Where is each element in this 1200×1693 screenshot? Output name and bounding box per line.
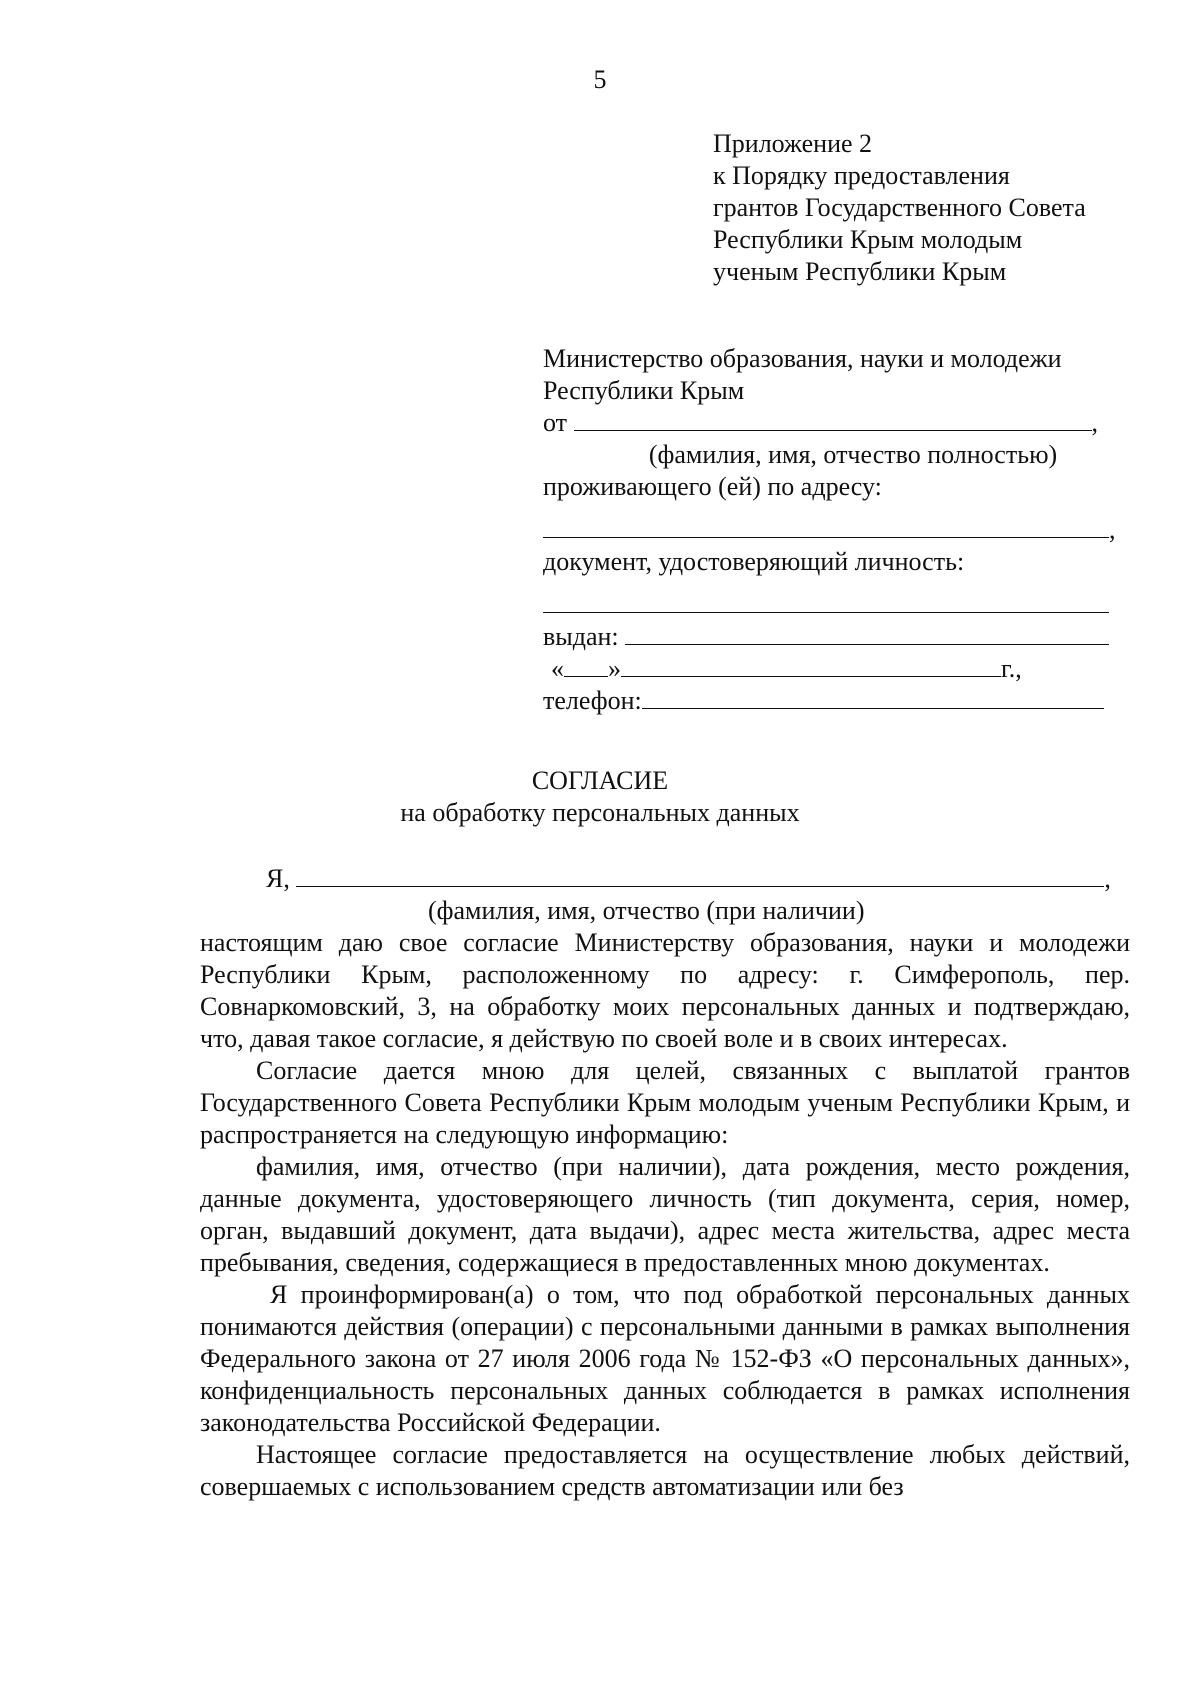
document-subtitle: на обработку персональных данных xyxy=(400,798,800,827)
id-doc-field[interactable] xyxy=(543,590,1109,613)
ministry-name: Министерство образования, науки и молодежи xyxy=(543,344,1062,373)
page-number: 5 xyxy=(593,65,607,94)
appendix-line: Республики Крым молодым xyxy=(713,225,1023,254)
comma: , xyxy=(1109,515,1116,544)
consent-paragraph: фамилия, имя, отчество (при наличии), дата рождения, место рождения, данные документа, удостоверяющего личность (тип документа, серия, номер, орган, выдавший документ, дата выдачи), адрес места жительства, адрес места пребывания, сведения, содержащиеся в предоставленных мною документах. xyxy=(200,1152,1130,1277)
name-note: (фамилия, имя, отчество полностью) xyxy=(648,440,1058,469)
appendix-line: ученым Республики Крым xyxy=(713,257,1007,286)
appendix-block xyxy=(713,128,1086,288)
issued-field[interactable] xyxy=(625,622,1109,645)
consent-paragraph: Согласие дается мною для целей, связанных с выплатой грантов Государственного Совета Республики Крым молодым ученым Республики Крым, и распространяется на следующую информацию: xyxy=(200,1056,1130,1149)
declarant-name-field[interactable] xyxy=(296,864,1104,887)
appendix-line: к Порядку предоставления xyxy=(713,161,1010,190)
comma: , xyxy=(1104,864,1111,893)
from-label: от xyxy=(543,408,568,437)
date-close-quote: » xyxy=(608,654,621,683)
residence-label: проживающего (ей) по адресу: xyxy=(543,472,882,501)
date-open-quote: « xyxy=(551,654,564,683)
phone-line xyxy=(543,685,1123,717)
id-doc-label: документ, удостоверяющий личность: xyxy=(543,547,965,576)
year-suffix: г., xyxy=(1001,654,1022,683)
declarant-name-note: (фамилия, имя, отчество (при наличии) xyxy=(428,896,865,925)
from-name-field[interactable] xyxy=(574,408,1092,431)
issued-label: выдан: xyxy=(543,622,619,651)
address-line xyxy=(543,514,1123,546)
appendix-line: грантов Государственного Совета xyxy=(713,193,1086,222)
document-heading xyxy=(0,765,1200,829)
comma: , xyxy=(1091,408,1099,437)
declarant-line xyxy=(266,863,1111,895)
phone-field[interactable] xyxy=(642,686,1104,709)
addressee-block xyxy=(543,343,1123,717)
id-doc-line xyxy=(543,589,1123,621)
consent-paragraph: настоящим даю свое согласие Министерству образования, науки и молодежи Республики Крым, расположенному по адресу: г. Симферополь, пер. Совнаркомовский, 3, на обработку моих персональных данных и подтверждаю, что, давая такое согласие, я действую по своей воле и в своих интересах. xyxy=(200,928,1130,1053)
declarant-prefix: Я, xyxy=(266,864,290,893)
ministry-region: Республики Крым xyxy=(543,376,745,405)
document-title: СОГЛАСИЕ xyxy=(531,766,669,795)
date-month-field[interactable] xyxy=(621,654,1001,677)
issued-line xyxy=(543,621,1123,653)
appendix-line: Приложение 2 xyxy=(713,129,873,158)
from-line xyxy=(543,407,1123,439)
consent-paragraph: Настоящее согласие предоставляется на осуществление любых действий, совершаемых с использованием средств автоматизации или без xyxy=(200,1440,1130,1501)
consent-paragraph: Я проинформирован(а) о том, что под обработкой персональных данных понимаются действия (операции) с персональными данными в рамках выполнения Федерального закона от 27 июля 2006 года № 152-ФЗ «О персональных данных», конфиденциальность персональных данных соблюдается в рамках исполнения законодательства Российской Федерации. xyxy=(200,1280,1130,1437)
date-day-field[interactable] xyxy=(564,654,608,677)
phone-label: телефон: xyxy=(543,686,642,715)
consent-body xyxy=(200,927,1130,1503)
address-field[interactable] xyxy=(543,515,1109,538)
date-line xyxy=(543,653,1123,685)
